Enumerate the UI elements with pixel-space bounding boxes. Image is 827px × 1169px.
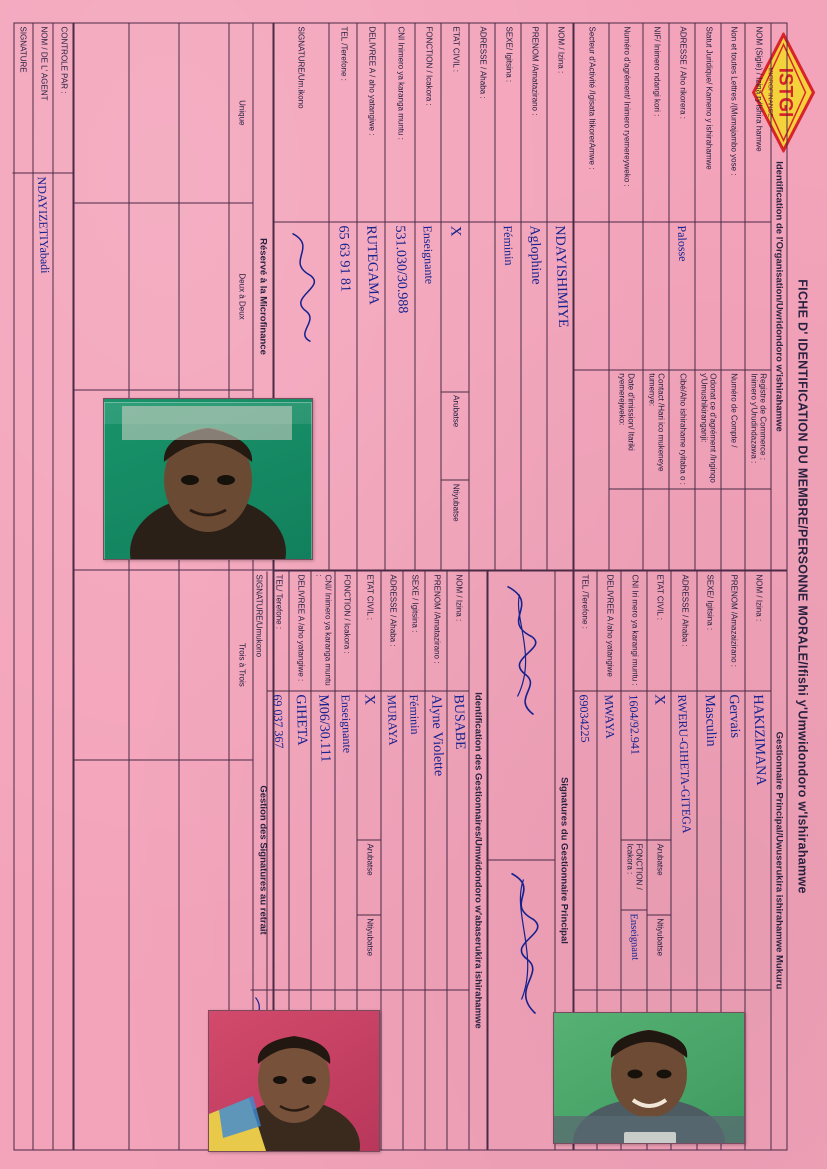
mgr-cni-value[interactable] [621,691,646,840]
member-tel-handwriting: 65 63 91 81 [334,225,352,292]
mgr-sexe-value[interactable] [697,691,720,990]
gest-nom-value[interactable] [447,691,468,990]
mgr-etatcivil-label: ETAT CIVIL : [647,571,670,691]
org-right-3-label: Odonat ce d'agrément /Inginqo y'Umushikiranganji: [695,370,720,490]
gest-sexe-label: SEXE / Igitsina : [403,571,424,691]
gest-signature-label: SIGNATURE/Umukono [250,571,266,990]
mgr-prenom-value[interactable] [721,691,744,990]
member-fonction-value[interactable] [415,222,440,569]
reserved-cell-r3c2[interactable] [129,203,178,391]
gest-fonction-handwriting: Enseignante [337,693,354,753]
reserved-cell-r4c4[interactable] [74,570,128,760]
org-right-0-value[interactable] [745,489,770,569]
form-title-bar [787,22,817,1150]
gest-tel-label: TEL/ Terefone : [267,571,288,691]
member-ntiyubatse-label: Ntiyubatse [450,483,460,522]
member-etatcivil-label: ETAT CIVIL : [441,23,468,222]
mgr-etatcivil-value[interactable] [647,691,670,840]
mgr-nom-value[interactable] [745,691,770,990]
gest-arubatse-label: Arubatse [357,840,380,915]
org-row-3-value[interactable] [669,222,694,369]
member-etatcivil-value[interactable] [441,222,468,391]
org-row-4-value[interactable] [643,222,668,369]
mgr-fonction-label: FONCTION / Icakora : [621,840,646,910]
org-row-0-value[interactable] [745,222,770,369]
reserved-cell-r2c2[interactable] [179,203,228,391]
gest-sexe-value[interactable] [403,691,424,990]
mgr-adresse-label: ADRESSE / Ahaba : [671,571,696,691]
gest-photo-cell-2 [403,990,424,1149]
member-nom-value[interactable] [547,222,572,569]
withdrawal-signatures-title: Gestion des Signatures au retrait [257,784,269,935]
gest-cni-value[interactable] [311,691,334,990]
mgr-nom-handwriting: HAKIZIMANA [749,693,768,785]
org-right-0-label: Registre de Commerce : Inimero y'Urudindazawa : [745,370,770,490]
mgr-tel-label: TEL /Terefone : [572,571,596,691]
gest-prenom-value[interactable] [425,691,446,990]
reserved-cell-r3c1[interactable] [129,23,178,203]
member-delivree-handwriting: RUTEGAMA [362,225,381,305]
org-right-6-label: Date d'imission/ Itariki ryemerejweko: [609,370,642,490]
photo-member-3 [553,1012,745,1144]
mgr-etatcivil-mark: X [651,693,668,705]
agent-signature-label: SIGNATURE [12,23,32,173]
gest-delivree-label: DELIVREE A /aho yatangiwe : [289,571,310,691]
organisation-identification-table [573,22,787,570]
gest-nom-label: NOM / Izina : [447,571,468,691]
org-row-2-value[interactable] [695,222,720,369]
signature-mark-2 [495,863,547,1023]
organisation-section-title: Identification de l'Organisation/Uwridondoro w'ishirahamwe [773,160,785,432]
microfinance-reserved-table [73,22,273,1150]
gest-delivree-value[interactable] [289,691,310,990]
org-row-5-value[interactable] [609,222,642,369]
photo-member-1 [103,398,313,560]
gest-sexe-handwriting: Féminin [406,693,422,734]
gest-etatcivil-mark: X [361,693,378,705]
mgr-tel-value[interactable] [572,691,596,990]
org-row-6-value[interactable] [574,222,608,369]
member-prenom-handwriting: Aglophine [525,225,543,285]
org-right-5-value[interactable] [643,489,668,569]
mgr-adresse-handwriting: RWERU-GIHETA-GITEGA [674,693,694,833]
member-adresse-value[interactable] [469,222,494,569]
org-right-3-value[interactable] [695,489,720,569]
gest-etatcivil-label: ETAT CIVIL : [357,571,380,691]
gest-tel-handwriting: 69 037 367 [269,693,286,748]
member-sexe-handwriting: Féminin [500,225,516,266]
reserved-cell-r4c1[interactable] [74,23,128,203]
org-right-4-value[interactable] [669,489,694,569]
member-signature-label: SIGNATURE/Um.ikono [272,23,328,222]
member-prenom-label: PRENOM /Amatazirano : [521,23,546,222]
principal-signature-2[interactable] [488,860,554,1149]
org-right-4-label: Cibé/Aho ishirahame ryitaba o : [669,370,694,490]
gest-cni-handwriting: M06/30.111 [314,693,333,762]
member-arubatse-label: Arubatse [441,392,468,481]
mgr-prenom-handwriting: Gervais [725,693,742,738]
mgr-tel-handwriting: 69034225 [576,693,593,742]
mgr-sexe-handwriting: Masculin [700,693,718,746]
form-body [11,22,817,1150]
org-row-4-label: NIF/ Inimero ndangi kori : [643,23,668,222]
gest-adresse-value[interactable] [381,691,402,990]
svg-text:ISTGI: ISTGI [774,67,795,117]
reserved-col-unique: Unique [229,23,252,203]
gest-photo-cell-0 [447,990,468,1149]
signature-mark-1 [495,574,547,724]
managers-section-title: Identification des Gestionnaires/Umwidondoro w'abaserukira ishirahamwe [472,691,484,1029]
member-adresse-label: ADRESSE / Ahaba : [469,23,494,222]
member-sexe-value[interactable] [495,222,520,569]
gest-nom-handwriting: BUSABE [449,693,467,750]
gest-delivree-handwriting: GIHETA [291,693,309,745]
mgr-fonction-handwriting: Enseignant [627,912,640,960]
page-title: FICHE D' IDENTIFICATION DU MEMBRE/PERSONNE MORALE/Ifishi y'Umwidondoro w'Ishirahamwe [795,278,809,894]
agent-name-handwriting: NDAYIZETIYabadi [34,175,52,273]
reserved-cell-r2c1[interactable] [179,23,228,203]
member-tel-value[interactable] [329,222,356,569]
org-row-5-label: Numéro d'agrément/ Inimero ryemereyweko : [609,23,642,222]
reserved-cell-r3c5[interactable] [129,760,178,1149]
mgr-ntiyubatse-label: Ntiyubatse [647,915,670,990]
gest-fonction-value[interactable] [335,691,356,990]
org-right-5-label: Contact /Hari ico mukeneye tumenye: [643,370,668,490]
reserved-cell-r3c4[interactable] [129,570,178,760]
reserved-cell-r4c5[interactable] [74,760,128,1149]
gest-cni-label: CNI/ Inimero ya karanga muntu : [311,571,334,691]
reserved-cell-r4c2[interactable] [74,203,128,391]
mgr-arubatse-label: Arubatse [647,840,670,915]
org-row-3-label: ADRESSE / Aho rikorera : [669,23,694,222]
org-right-6-value[interactable] [609,489,642,569]
member-nom-handwriting: NDAYISHIMIYE [551,225,570,328]
mgr-cni-label: CNI Iri mero ya karangi muntu : [621,571,646,691]
member-nom-label: NOM / Izina : [547,23,572,222]
gest-adresse-handwriting: MURAYA [383,693,400,745]
org-row-0-label: NOM (Sigle) / Izina ry'ishira hamwe [745,23,770,222]
member-cni-label: CNI Inimero ya karanga muntu : [385,23,414,222]
mgr-fonction-value[interactable] [621,910,646,990]
org-row-6-label: Secteur d'Activité /Igisata ItikorerAmwe : [574,23,608,222]
mgr-delivree-value[interactable] [597,691,620,990]
mgr-prenom-label: PRENOM /Amazaizirano : [721,571,744,691]
member-cni-value[interactable] [385,222,414,569]
reserved-col-trois: Trois à Trois [229,570,252,760]
org-right-1-value[interactable] [721,489,744,569]
agent-signature-value[interactable] [12,173,32,1149]
member-delivree-label: DELIVREE A / aho yatangiwe : [357,23,384,222]
agent-name-value[interactable] [33,173,52,1149]
member-fonction-handwriting: Enseignante [419,225,436,285]
mgr-photo-header [745,990,770,1149]
mgr-delivree-label: DELIVREE A /aho yatangiwe [597,571,620,691]
gest-adresse-label: ADRESSE / Ahaba : [381,571,402,691]
org-right-extra[interactable] [574,370,608,569]
members-identification-table [273,22,573,570]
svg-text:MICROFINANCE: MICROFINANCE [766,66,773,118]
org-right-1-label: Numéro de Compte / [721,370,744,490]
photo-member-2 [208,1010,380,1152]
mgr-cni-handwriting: 1604/92.941 [625,693,642,755]
gest-ntiyubatse-label: Ntiyubatse [357,915,380,990]
gest-etatcivil-value[interactable] [357,691,380,840]
gest-fonction-label: FONCTION / Icakora : [335,571,356,691]
reserved-col-deux: Deux à Deux [229,203,252,391]
mgr-delivree-handwriting: MWAYA [601,693,617,739]
principal-signatures-title: Signatures du Gestionnaire Principal [558,776,570,944]
controle-par-label: CONTROLE PAR : [53,23,72,173]
principal-signature-1[interactable] [488,571,554,860]
gest-prenom-label: PRENOM /Amatazirano : [425,571,446,691]
agent-name-label: NOM / DE L' AGENT [33,23,52,173]
member-prenom-value[interactable] [521,222,546,569]
member-cni-handwriting: 531.030/30.988 [391,225,410,314]
agent-control-table [13,22,73,1150]
org-row-2-label: Statut Juridique/ Kameno y ishirahamwe [695,23,720,222]
org-row-1-label: Non et toutes Lettres /(Mumajambo yose : [721,23,744,222]
mgr-nom-label: NOM / Izina : [745,571,770,691]
org-row-3-handwriting: Palosse [674,225,690,262]
member-fonction-label: FONCTION / Icakora : [415,23,440,222]
member-delivree-value[interactable] [357,222,384,569]
member-etatcivil-mark: X [447,225,464,237]
mgr-sexe-label: SEXE/ Igitsina : [697,571,720,691]
reserved-title: Réservé à la Microfinance [253,23,272,570]
gest-prenom-handwriting: Alyne Violette [427,693,446,776]
org-row-1-value[interactable] [721,222,744,369]
mgr-adresse-value[interactable] [671,691,696,990]
member-tel-label: TEL /Terefone : [329,23,356,222]
member-sexe-label: SEXE/ Igitsina : [495,23,520,222]
reserved-cell-r2c4[interactable] [179,570,228,760]
gest-photo-cell-3 [381,990,402,1149]
controle-par-value[interactable] [53,173,72,1149]
signature-mark-3 [278,225,322,345]
gest-photo-cell-1 [425,990,446,1149]
principal-manager-title: Gestionnaire Principal/Uwuserukira ishirahamwe Mukuru [773,731,785,989]
